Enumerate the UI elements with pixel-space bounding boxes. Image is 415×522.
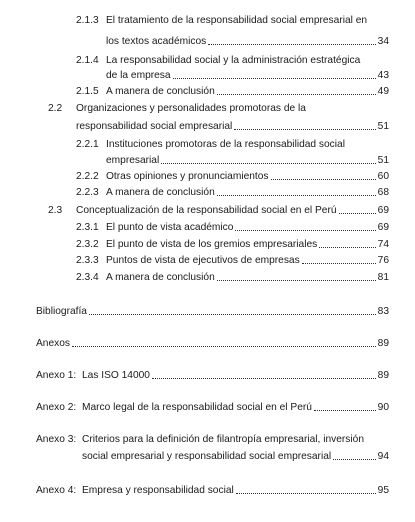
dot-leader (173, 78, 376, 79)
dot-leader (333, 459, 376, 460)
toc-entry-2-3-4[interactable] (106, 272, 389, 284)
entry-number: 2.2.2 (76, 171, 99, 182)
toc-entry-2-3-2[interactable] (106, 239, 389, 251)
entry-title: La responsabilidad social y la administración estratégica (106, 55, 361, 66)
entry-title: Conceptualización de la responsabilidad social en el Perú (76, 205, 337, 216)
dot-leader (234, 129, 375, 130)
entry-number: 2.3.3 (76, 255, 99, 266)
entry-title: Bibliografía (36, 306, 87, 317)
entry-title: de la empresa (106, 70, 171, 81)
entry-title: El tratamiento de la responsabilidad social empresarial en (106, 15, 368, 26)
entry-title: empresarial (106, 155, 160, 166)
page-number: 43 (377, 70, 389, 81)
entry-title-line (106, 139, 345, 151)
dot-leader (217, 195, 376, 196)
toc-entry-anexo-4[interactable] (82, 485, 389, 497)
page-number: 95 (377, 485, 389, 496)
toc-entry-2-3[interactable] (76, 205, 389, 217)
dot-leader (302, 263, 376, 264)
toc-entry-anexo-1[interactable] (82, 370, 389, 382)
entry-title: Criterios para la definición de filantropía empresarial, inversión (82, 434, 364, 445)
entry-title: Organizaciones y personalidades promotoras de la (76, 103, 306, 114)
toc-entry-2-1-3[interactable] (106, 36, 389, 48)
toc-entry-2-2-2[interactable] (106, 171, 389, 183)
dot-leader (271, 179, 376, 180)
dot-leader (161, 163, 375, 164)
dot-leader (319, 247, 375, 248)
entry-number: 2.3.2 (76, 239, 99, 250)
toc-entry-2-2-3[interactable] (106, 187, 389, 199)
toc-entry-2-1-5[interactable] (106, 86, 389, 98)
page-number: 74 (377, 239, 389, 250)
entry-title: El punto de vista académico (106, 222, 234, 233)
entry-title: responsabilidad social empresarial (76, 121, 233, 132)
toc-entry-anexos[interactable] (36, 338, 389, 350)
entry-title-line (106, 15, 367, 27)
entry-number: 2.1.3 (76, 15, 99, 26)
entry-number: 2.1.4 (76, 55, 99, 66)
page-number: 69 (377, 205, 389, 216)
entry-number: Anexo 2: (36, 402, 77, 413)
page-number: 60 (377, 171, 389, 182)
page-number: 90 (377, 402, 389, 413)
page-number: 89 (377, 338, 389, 349)
entry-title-line (76, 103, 306, 115)
entry-number: 2.3 (48, 205, 63, 216)
toc-entry-2-2[interactable] (76, 121, 389, 133)
toc-entry-2-1-4[interactable] (106, 70, 389, 82)
dot-leader (217, 280, 376, 281)
page-number: 69 (377, 222, 389, 233)
entry-title: Marco legal de la responsabilidad social en el Perú (82, 402, 312, 413)
page-number: 34 (377, 36, 389, 47)
entry-number: Anexo 4: (36, 485, 77, 496)
entry-title: Otras opiniones y pronunciamientos (106, 171, 269, 182)
entry-title: A manera de conclusión (106, 187, 215, 198)
entry-title: A manera de conclusión (106, 86, 215, 97)
entry-number: Anexo 1: (36, 370, 77, 381)
toc-entry-bibliografia[interactable] (36, 306, 389, 318)
entry-title: Anexos (36, 338, 70, 349)
entry-number: 2.2 (48, 103, 63, 114)
page-number: 89 (377, 370, 389, 381)
entry-title: El punto de vista de los gremios empresariales (106, 239, 318, 250)
toc-entry-anexo-2[interactable] (82, 402, 389, 414)
entry-number: 2.2.3 (76, 187, 99, 198)
toc-entry-2-3-3[interactable] (106, 255, 389, 267)
toc-entry-anexo-3[interactable] (82, 451, 389, 463)
dot-leader (339, 213, 376, 214)
dot-leader (314, 410, 376, 411)
dot-leader (72, 346, 376, 347)
entry-title-line (82, 434, 364, 446)
entry-title: Las ISO 14000 (82, 370, 150, 381)
dot-leader (236, 493, 376, 494)
entry-title: Puntos de vista de ejecutivos de empresas (106, 255, 300, 266)
page-number: 51 (377, 155, 389, 166)
entry-title: Empresa y responsabilidad social (82, 485, 234, 496)
page-number: 76 (377, 255, 389, 266)
entry-title: social empresarial y responsabilidad social empresarial (82, 451, 332, 462)
entry-number: 2.1.5 (76, 86, 99, 97)
page-number: 49 (377, 86, 389, 97)
entry-number: 2.3.4 (76, 272, 99, 283)
dot-leader (152, 378, 376, 379)
dot-leader (89, 314, 376, 315)
entry-title: A manera de conclusión (106, 272, 215, 283)
entry-number: Anexo 3: (36, 434, 77, 445)
entry-number: 2.3.1 (76, 222, 99, 233)
entry-title: Instituciones promotoras de la responsabilidad social (106, 139, 345, 150)
entry-title-line (106, 55, 360, 67)
toc-entry-2-3-1[interactable] (106, 222, 389, 234)
page-number: 81 (377, 272, 389, 283)
dot-leader (217, 94, 376, 95)
entry-number: 2.2.1 (76, 139, 99, 150)
page-number: 68 (377, 187, 389, 198)
dot-leader (208, 44, 375, 45)
dot-leader (235, 230, 375, 231)
page-number: 83 (377, 306, 389, 317)
page-number: 94 (377, 451, 389, 462)
toc-entry-2-2-1[interactable] (106, 155, 389, 167)
page-number: 51 (377, 121, 389, 132)
entry-title: los textos académicos (106, 36, 207, 47)
